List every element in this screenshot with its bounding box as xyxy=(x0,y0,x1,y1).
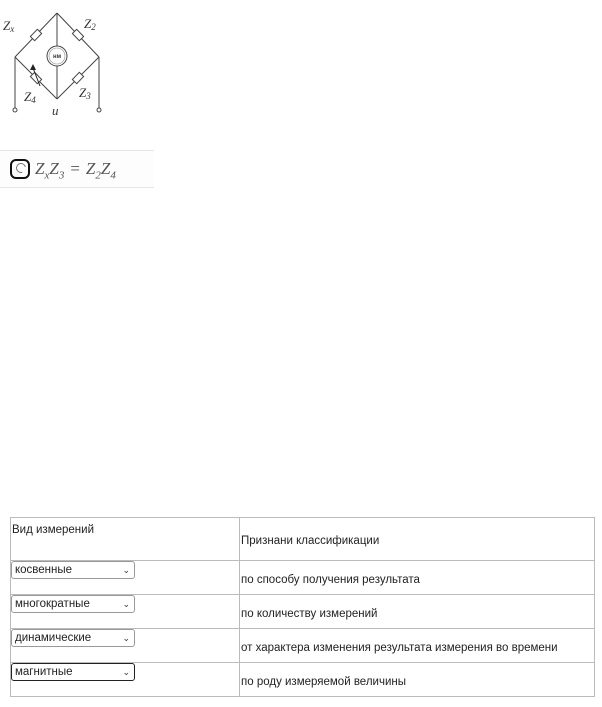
chevron-down-icon: ⌄ xyxy=(122,666,130,677)
table-row xyxy=(11,595,595,629)
svg-text:Z2: Z2 xyxy=(84,16,96,32)
table-row xyxy=(11,561,595,595)
bridge-circuit-diagram xyxy=(0,0,120,125)
measurement-type-select-3[interactable]: динамические ⌄ xyxy=(11,629,135,647)
svg-text:Z3: Z3 xyxy=(79,85,91,101)
header-measurement-type: Вид измерений xyxy=(11,518,240,561)
measurement-type-select-1[interactable]: косвенные ⌄ xyxy=(11,561,135,579)
answer-checkbox[interactable] xyxy=(10,159,30,179)
table-row xyxy=(11,663,595,697)
answer-option-row[interactable] xyxy=(0,150,154,188)
criterion-label: по количеству измерений xyxy=(241,608,378,620)
svg-text:u: u xyxy=(52,103,59,118)
criterion-label: от характера изменения результата измерения во времени xyxy=(241,642,558,654)
criterion-label: по способу получения результата xyxy=(241,574,420,586)
svg-text:нм: нм xyxy=(52,54,62,60)
chevron-down-icon: ⌄ xyxy=(122,632,130,643)
criterion-label: по роду измеряемой величины xyxy=(241,676,406,688)
header-classification-criteria: Признани классификации xyxy=(240,518,595,561)
svg-text:Z4: Z4 xyxy=(24,89,36,105)
table-header-row xyxy=(11,518,595,561)
chevron-down-icon: ⌄ xyxy=(122,598,130,609)
measurement-type-select-4[interactable]: магнитные ⌄ xyxy=(11,663,135,681)
svg-text:Zx: Zx xyxy=(3,18,15,34)
measurement-type-select-2[interactable]: многократные ⌄ xyxy=(11,595,135,613)
terminal-right xyxy=(97,108,101,112)
classification-table xyxy=(10,517,595,697)
terminal-left xyxy=(13,108,17,112)
table-row xyxy=(11,629,595,663)
chevron-down-icon: ⌄ xyxy=(122,564,130,575)
balance-formula: $Z_xZ_3 = Z_2Z_4$ xyxy=(35,159,116,182)
